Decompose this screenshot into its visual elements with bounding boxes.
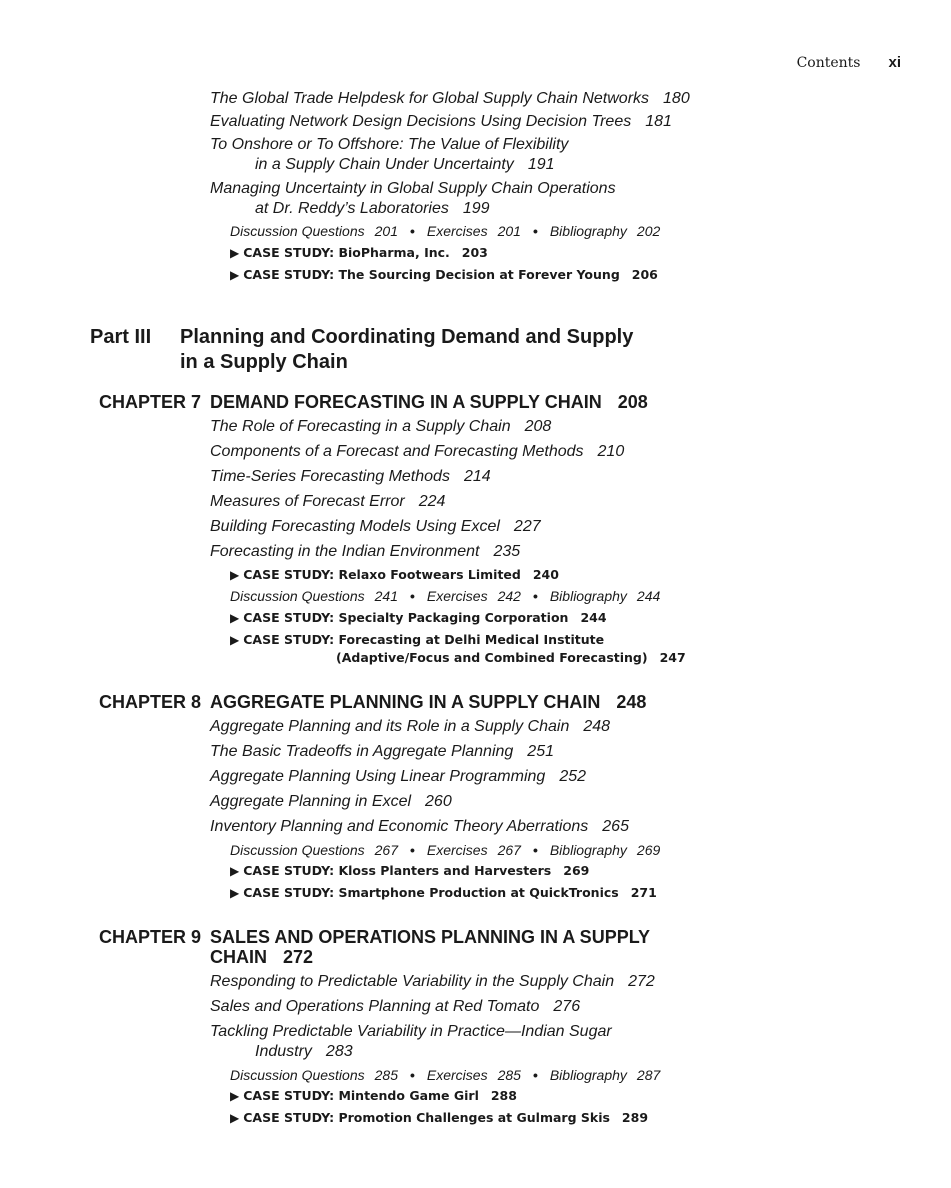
chapter-label: CHAPTER 8 [99, 692, 202, 712]
exercises-page: 285 [497, 1067, 521, 1083]
case-study-name-continued: (Adaptive/Focus and Combined Forecasting) [336, 650, 648, 665]
part-label: Part III [90, 326, 152, 348]
case-study-label: CASE STUDY: [243, 1110, 335, 1125]
exercises-label: Exercises [426, 588, 488, 604]
discussion-questions-page: 285 [374, 1067, 398, 1083]
toc-entry[interactable] [210, 742, 554, 762]
entry-title: Sales and Operations Planning at Red Tomato [210, 998, 540, 1015]
triangle-bullet-icon: ▶ [230, 1111, 240, 1125]
toc-entry[interactable] [210, 467, 491, 487]
entry-title: Responding to Predictable Variability in the Supply Chain [210, 973, 615, 990]
case-study-name: Specialty Packaging Corporation [338, 610, 569, 625]
bullet-separator: • [409, 223, 415, 239]
case-study-entry[interactable] [230, 1087, 517, 1105]
toc-entry[interactable] [210, 112, 672, 132]
entry-page: 252 [559, 768, 587, 785]
discussion-questions-page: 267 [374, 842, 398, 858]
toc-entry[interactable] [210, 442, 624, 462]
entry-page: 227 [513, 518, 541, 535]
entry-title-continued: at Dr. Reddy’s Laboratories [255, 200, 449, 217]
bullet-separator: • [409, 1067, 415, 1083]
chapter-title: DEMAND FORECASTING IN A SUPPLY CHAIN [210, 392, 602, 412]
entry-page: 283 [325, 1043, 353, 1060]
exercises-page: 242 [497, 588, 521, 604]
bullet-separator: • [532, 1067, 538, 1083]
entry-title: Inventory Planning and Economic Theory Aberrations [210, 818, 589, 835]
entry-title-continued: in a Supply Chain Under Uncertainty [255, 156, 514, 173]
end-matter-line [230, 841, 660, 859]
case-study-page: 269 [563, 863, 590, 878]
end-matter-line [230, 222, 660, 240]
entry-page: 208 [524, 418, 552, 435]
entry-page: 235 [493, 543, 521, 560]
case-study-page: 247 [659, 650, 686, 665]
toc-entry[interactable] [210, 542, 520, 562]
chapter-heading[interactable] [99, 692, 646, 712]
toc-entry[interactable] [210, 792, 452, 812]
end-matter-line [230, 587, 660, 605]
discussion-questions-label: Discussion Questions [230, 842, 365, 858]
entry-title-continued: Industry [255, 1043, 312, 1060]
entry-title: The Role of Forecasting in a Supply Chain [210, 418, 511, 435]
bibliography-page: 244 [636, 588, 661, 604]
case-study-entry[interactable] [230, 631, 686, 667]
triangle-bullet-icon: ▶ [230, 886, 240, 900]
case-study-entry[interactable] [230, 244, 488, 262]
chapter-label: CHAPTER 7 [99, 392, 202, 412]
bibliography-label: Bibliography [549, 1067, 627, 1083]
entry-title: Building Forecasting Models Using Excel [210, 518, 500, 535]
case-study-entry[interactable] [230, 1109, 648, 1127]
toc-entry[interactable] [210, 717, 610, 737]
case-study-page: 244 [580, 610, 607, 625]
bibliography-label: Bibliography [549, 842, 627, 858]
chapter-page: 272 [283, 947, 314, 967]
chapter-page: 248 [616, 692, 647, 712]
triangle-bullet-icon: ▶ [230, 864, 240, 878]
running-header [797, 54, 901, 74]
entry-page: 224 [418, 493, 446, 510]
case-study-name: Mintendo Game Girl [338, 1088, 479, 1103]
bibliography-label: Bibliography [549, 588, 627, 604]
part-title-continued: in a Supply Chain [180, 351, 348, 373]
case-study-name: Relaxo Footwears Limited [338, 567, 521, 582]
case-study-entry[interactable] [230, 609, 607, 627]
case-study-entry[interactable] [230, 266, 658, 284]
bibliography-page: 202 [636, 223, 661, 239]
entry-title: Aggregate Planning in Excel [210, 793, 412, 810]
bullet-separator: • [409, 588, 415, 604]
exercises-page: 201 [497, 223, 521, 239]
triangle-bullet-icon: ▶ [230, 568, 240, 582]
triangle-bullet-icon: ▶ [230, 268, 240, 282]
exercises-page: 267 [497, 842, 521, 858]
discussion-questions-label: Discussion Questions [230, 1067, 365, 1083]
case-study-page: 203 [461, 245, 488, 260]
case-study-label: CASE STUDY: [243, 610, 335, 625]
case-study-page: 288 [490, 1088, 517, 1103]
case-study-name: The Sourcing Decision at Forever Young [338, 267, 620, 282]
bibliography-label: Bibliography [549, 223, 627, 239]
entry-page: 214 [463, 468, 491, 485]
entry-page: 180 [663, 90, 690, 107]
entry-title: Measures of Forecast Error [210, 493, 405, 510]
case-study-entry[interactable] [230, 566, 559, 584]
bullet-separator: • [532, 588, 538, 604]
case-study-name: Promotion Challenges at Gulmarg Skis [338, 1110, 610, 1125]
toc-entry[interactable] [210, 1022, 612, 1062]
discussion-questions-page: 201 [374, 223, 398, 239]
toc-entry[interactable] [210, 89, 690, 109]
triangle-bullet-icon: ▶ [230, 633, 240, 647]
case-study-name: Forecasting at Delhi Medical Institute [338, 632, 605, 647]
toc-entry[interactable] [210, 417, 551, 437]
part-heading [90, 325, 633, 375]
entry-title: Evaluating Network Design Decisions Using Decision Trees [210, 113, 632, 130]
bullet-separator: • [409, 842, 415, 858]
entry-title: Tackling Predictable Variability in Practice—Indian Sugar [210, 1023, 612, 1040]
case-study-entry[interactable] [230, 884, 657, 902]
bullet-separator: • [532, 842, 538, 858]
exercises-label: Exercises [426, 842, 488, 858]
chapter-label: CHAPTER 9 [99, 927, 202, 947]
chapter-heading[interactable] [99, 392, 648, 412]
discussion-questions-page: 241 [374, 588, 398, 604]
entry-title: The Basic Tradeoffs in Aggregate Planning [210, 743, 514, 760]
entry-title: Managing Uncertainty in Global Supply Chain Operations [210, 180, 616, 197]
entry-page: 265 [602, 818, 629, 835]
case-study-name: Smartphone Production at QuickTronics [338, 885, 619, 900]
entry-title: To Onshore or To Offshore: The Value of Flexibility [210, 136, 569, 153]
exercises-label: Exercises [426, 1067, 488, 1083]
header-label: Contents [796, 55, 861, 71]
case-study-page: 240 [532, 567, 559, 582]
toc-entry[interactable] [210, 997, 580, 1017]
entry-page: 248 [583, 718, 611, 735]
case-study-label: CASE STUDY: [243, 885, 335, 900]
case-study-label: CASE STUDY: [243, 567, 335, 582]
discussion-questions-label: Discussion Questions [230, 588, 365, 604]
toc-entry[interactable] [210, 817, 629, 837]
chapter-page: 208 [617, 392, 648, 412]
entry-page: 210 [597, 443, 625, 460]
entry-page: 251 [527, 743, 554, 760]
case-study-label: CASE STUDY: [243, 267, 335, 282]
entry-title: Aggregate Planning Using Linear Programming [210, 768, 546, 785]
triangle-bullet-icon: ▶ [230, 611, 240, 625]
entry-page: 191 [527, 156, 555, 173]
toc-entry[interactable] [210, 135, 568, 175]
case-study-label: CASE STUDY: [243, 245, 335, 260]
entry-title: The Global Trade Helpdesk for Global Supply Chain Networks [210, 90, 650, 107]
bullet-separator: • [532, 223, 538, 239]
toc-entry[interactable] [210, 517, 541, 537]
case-study-page: 271 [630, 885, 657, 900]
triangle-bullet-icon: ▶ [230, 246, 240, 260]
triangle-bullet-icon: ▶ [230, 1089, 240, 1103]
entry-title: Forecasting in the Indian Environment [210, 543, 480, 560]
case-study-page: 206 [631, 267, 658, 282]
chapter-heading[interactable] [99, 927, 650, 967]
entry-page: 272 [628, 973, 655, 990]
entry-page: 276 [553, 998, 581, 1015]
case-study-label: CASE STUDY: [243, 1088, 335, 1103]
entry-page: 260 [425, 793, 452, 810]
entry-page: 181 [645, 113, 672, 130]
exercises-label: Exercises [426, 223, 488, 239]
toc-entry[interactable] [210, 972, 655, 992]
case-study-label: CASE STUDY: [243, 632, 335, 647]
bibliography-page: 269 [636, 842, 661, 858]
toc-entry[interactable] [210, 492, 445, 512]
case-study-page: 289 [621, 1110, 649, 1125]
toc-entry[interactable] [210, 767, 586, 787]
end-matter-line [230, 1066, 660, 1084]
case-study-name: BioPharma, Inc. [338, 245, 450, 260]
bibliography-page: 287 [636, 1067, 661, 1083]
case-study-label: CASE STUDY: [243, 863, 335, 878]
entry-title: Time-Series Forecasting Methods [210, 468, 450, 485]
chapter-title-continued: CHAIN [210, 947, 267, 967]
discussion-questions-label: Discussion Questions [230, 223, 365, 239]
chapter-title: AGGREGATE PLANNING IN A SUPPLY CHAIN [210, 692, 601, 712]
chapter-title: SALES AND OPERATIONS PLANNING IN A SUPPLY [210, 927, 651, 947]
part-title: Planning and Coordinating Demand and Supply [180, 326, 634, 348]
case-study-name: Kloss Planters and Harvesters [338, 863, 552, 878]
entry-page: 199 [462, 200, 490, 217]
entry-title: Aggregate Planning and its Role in a Supply Chain [210, 718, 570, 735]
toc-entry[interactable] [210, 179, 616, 219]
header-page-number: xi [888, 54, 901, 71]
case-study-entry[interactable] [230, 862, 589, 880]
entry-title: Components of a Forecast and Forecasting Methods [210, 443, 584, 460]
